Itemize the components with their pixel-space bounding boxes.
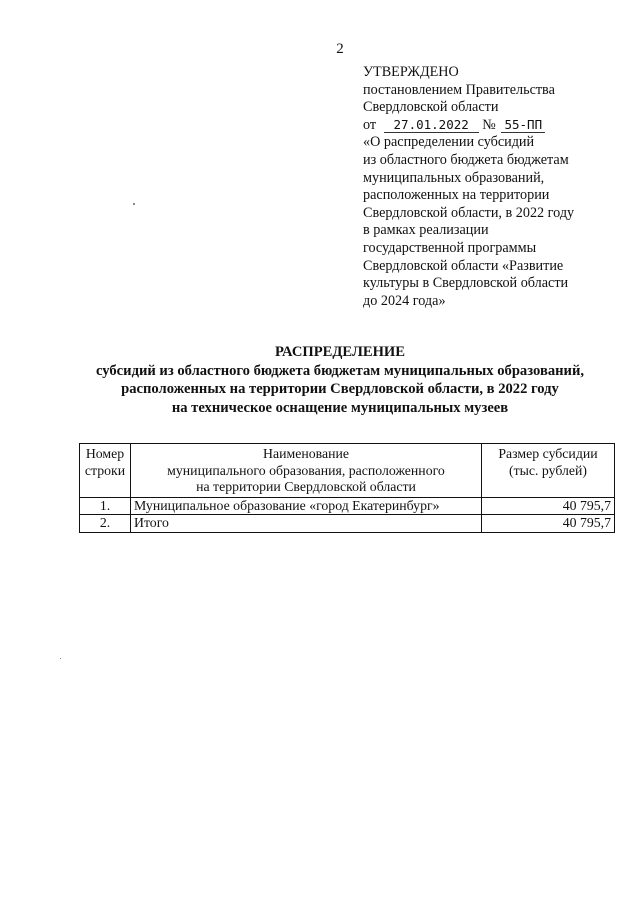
header-text: Номер <box>85 446 125 461</box>
title-line: расположенных на территории Свердловской области, в 2022 году <box>121 381 559 397</box>
title-line: на техническое оснащение муниципальных музеев <box>171 399 509 416</box>
table-row <box>80 515 615 533</box>
row-number: 1. <box>80 497 131 515</box>
subject-line: до 2024 года» <box>363 292 446 309</box>
header-row-number <box>80 444 131 498</box>
subject-line: расположенных на территории <box>363 187 550 204</box>
subject-line: из областного бюджета бюджетам <box>363 151 569 168</box>
scan-speck <box>133 203 135 205</box>
approval-line: Свердловской области <box>363 99 499 116</box>
table-row <box>80 497 615 515</box>
municipality-name: Итого <box>131 515 482 533</box>
header-text: на территории Свердловской области <box>196 479 416 494</box>
page-number: 2 <box>336 41 344 57</box>
subject-line: в рамках реализации <box>363 222 489 239</box>
subject-line: муниципальных образований, <box>363 169 545 186</box>
title-line: субсидий из областного бюджета бюджетам муниципальных образований, <box>96 362 584 379</box>
header-text: Наименование <box>263 446 349 461</box>
header-subsidy-amount <box>482 444 615 498</box>
municipality-name: Муниципальное образование «город Екатеринбург» <box>131 497 482 515</box>
subsidy-amount: 40 795,7 <box>482 515 615 533</box>
subject-line: Свердловской области «Развитие <box>363 257 564 274</box>
header-municipality <box>131 444 482 498</box>
subject-line: государственной программы <box>363 239 537 256</box>
title-heading: РАСПРЕДЕЛЕНИЕ <box>274 344 406 360</box>
header-text: муниципального образования, расположенного <box>167 462 445 478</box>
document-title <box>70 343 610 417</box>
scan-speck <box>60 658 61 659</box>
subject-line: культуры в Свердловской области <box>363 275 569 292</box>
subsidy-amount: 40 795,7 <box>482 497 615 515</box>
resolution-date: 27.01.2022 <box>384 118 479 133</box>
date-prefix: от <box>363 116 377 133</box>
subject-line: Свердловской области, в 2022 году <box>363 204 575 221</box>
resolution-number: 55-ПП <box>501 118 545 133</box>
approval-line: постановлением Правительства <box>363 81 555 98</box>
header-text: (тыс. рублей) <box>508 462 587 478</box>
row-number: 2. <box>80 515 131 533</box>
subsidy-table <box>79 443 615 533</box>
header-text: Размер субсидии <box>498 446 598 461</box>
number-prefix: № <box>482 116 496 133</box>
header-text: строки <box>84 462 126 478</box>
table-header-row <box>80 444 615 498</box>
approval-date-line <box>363 117 623 135</box>
approval-heading: УТВЕРЖДЕНО <box>363 64 459 80</box>
approval-stamp-block <box>363 64 623 310</box>
subject-line: «О распределении субсидий <box>363 134 535 151</box>
